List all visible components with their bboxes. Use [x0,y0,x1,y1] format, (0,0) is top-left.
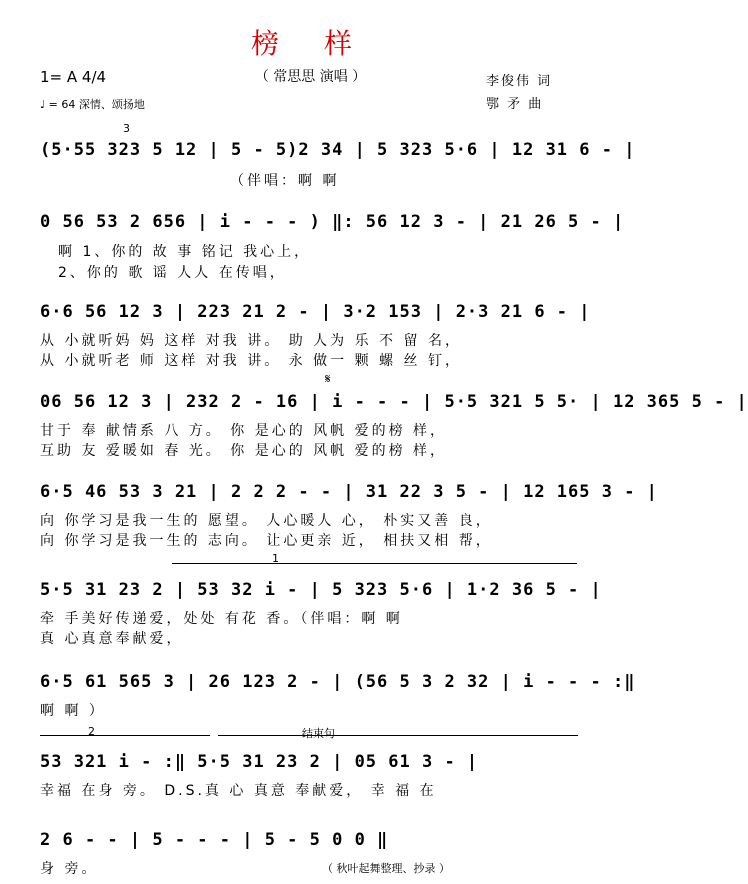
score-row-3-notes: 6·6 56 12 3 | 223 21 2 - | 3·2 153 | 2·3 21 6 - | [40,302,591,322]
score-row-6-notes: 5·5 31 23 2 | 53 32 i - | 5 323 5·6 | 1·2 36 5 - | [40,580,602,600]
score-row-2-notes: 0 56 53 2 656 | i - - - ) ‖: 56 12 3 - | 21 26 5 - | [40,212,625,232]
score-row-8-notes: 53 321 i - :‖ 5·5 31 23 2 | 05 61 3 - | [40,752,479,772]
score-row-5-lyric-2: 向 你学习是我一生的 志向。 让心更亲 近， 相扶又相 帮， [40,533,493,549]
score-row-4-notes: 06 56 12 3 | 232 2 - 16 | i - - - | 5·5 321 5 5· | 12 365 5 - | [40,392,748,412]
score-row-6-lyric-2: 真 心真意奉献爱， [40,631,184,647]
triplet-mark: 3 [123,122,130,135]
lyricist-credit: 李俊伟 词 [486,74,553,89]
score-row-5-notes: 6·5 46 53 3 21 | 2 2 2 - - | 31 22 3 5 - | 12 165 3 - | [40,482,658,502]
key-signature: 1= A 4/4 [40,68,107,86]
volta-1-line [172,563,577,564]
score-row-7-lyric-1: 啊 啊 ） [40,703,106,719]
score-row-7-notes: 6·5 61 565 3 | 26 123 2 - | (56 5 3 2 32 | i - - - :‖ [40,672,636,692]
score-row-9-notes: 2 6 - - | 5 - - - | 5 - 5 0 0 ‖ [40,830,389,850]
score-row-4-lyric-2: 互助 友 爱暖如 春 光。 你 是心的 风帆 爱的榜 样， [40,443,448,459]
score-row-9-lyric-1: 身 旁。 [40,861,99,877]
ending-label: 结束句 [302,727,335,740]
score-row-3-lyric-2: 从 小就听老 师 这样 对我 讲。 永 做一 颗 螺 丝 钉， [40,353,462,369]
score-row-6-lyric-1: 牵 手美好传递爱，处处 有花 香。（伴唱：啊 啊 [40,611,403,627]
composer-credit: 鄂 矛 曲 [486,97,544,112]
volta-2-line [40,735,210,736]
score-row-1-lyric-1: （伴唱：啊 啊 [230,173,340,189]
volta-1-number: 1 [272,552,279,565]
score-row-8-lyric-1: 幸福 在身 旁。 D.S.真 心 真意 奉献爱， 幸 福 在 [40,783,437,799]
tempo-marking: ♩ = 64 深情、颂扬地 [40,98,145,111]
score-row-1-notes: (5·55 323 5 12 | 5 - 5)2 34 | 5 323 5·6 | 12 31 6 - | [40,140,636,160]
score-row-5-lyric-1: 向 你学习是我一生的 愿望。 人心暖人 心， 朴实又善 良， [40,513,493,529]
score-row-3-lyric-1: 从 小就听妈 妈 这样 对我 讲。 助 人为 乐 不 留 名， [40,333,462,349]
volta-2-number: 2 [88,725,95,738]
footer-credit: （ 秋叶起舞整理、抄录 ） [322,862,450,875]
segno-mark: 𝄋 [325,372,331,387]
singer-credit: （ 常思思 演唱 ） [254,69,367,85]
score-row-2-lyric-1: 啊 1、你的 故 事 铭记 我心上， [58,244,312,260]
score-row-2-lyric-2: 2、你的 歌 谣 人人 在传唱， [58,265,287,281]
score-row-4-lyric-1: 甘于 奉 献情系 八 方。 你 是心的 风帆 爱的榜 样， [40,423,448,439]
song-title: 榜 样 [251,27,370,60]
ending-line [218,735,578,736]
